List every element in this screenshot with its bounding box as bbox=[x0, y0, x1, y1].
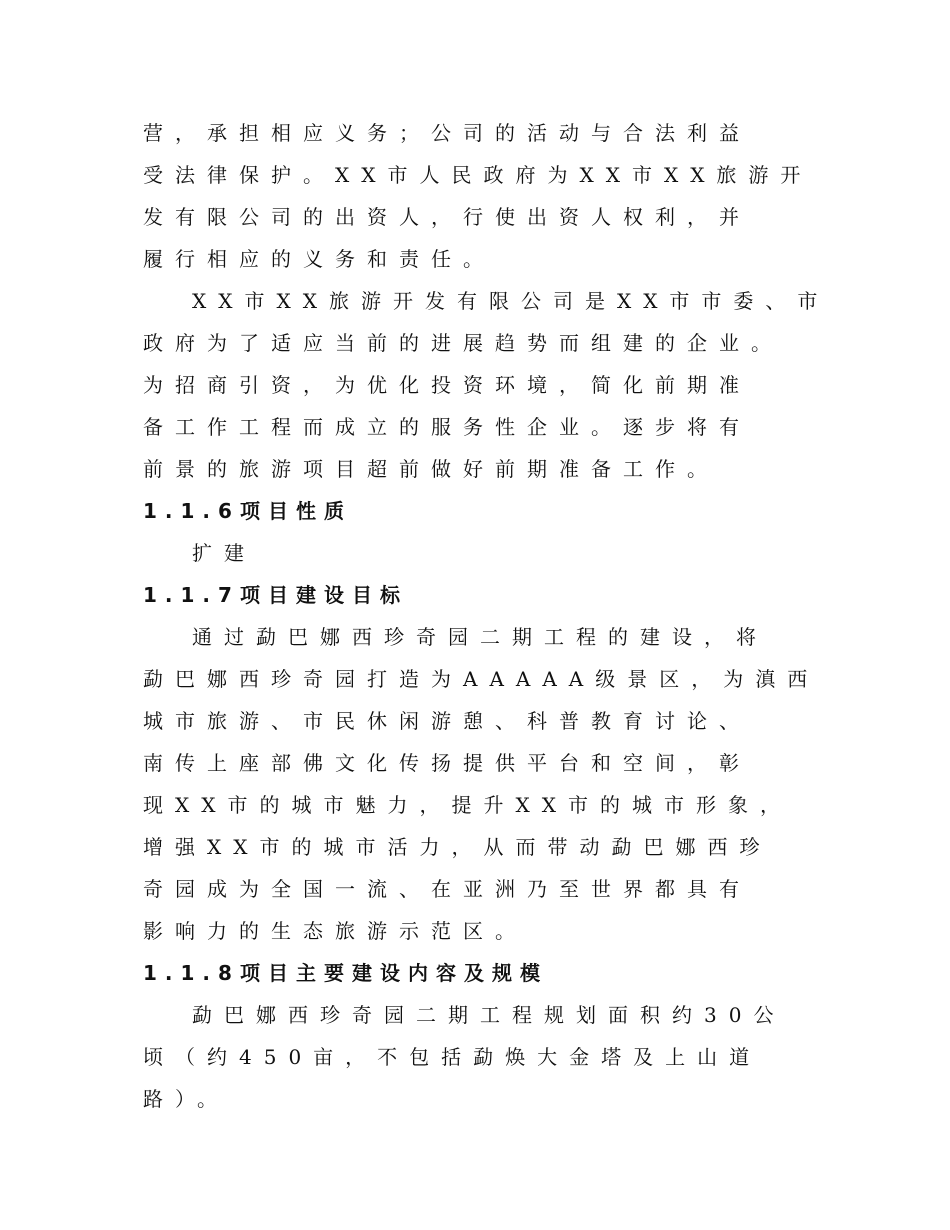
body-text-line: 勐巴娜西珍奇园打造为AAAAA级景区，为滇西 bbox=[143, 667, 820, 691]
body-text-line: 备工作工程而成立的服务性企业。逐步将有 bbox=[143, 415, 751, 439]
body-text-line: 扩建 bbox=[192, 541, 256, 565]
body-text-line: 影响力的生态旅游示范区。 bbox=[143, 919, 527, 943]
body-text-line: 勐巴娜西珍奇园二期工程规划面积约30公 bbox=[192, 1003, 786, 1027]
body-text-line: 发有限公司的出资人，行使出资人权利，并 bbox=[143, 205, 751, 229]
section-heading-1-1-6: 1.1.6项目性质 bbox=[143, 499, 352, 523]
body-text-line: 路）。 bbox=[143, 1087, 229, 1111]
body-text-line: 通过勐巴娜西珍奇园二期工程的建设，将 bbox=[192, 625, 768, 649]
body-text-line: 营，承担相应义务；公司的活动与合法利益 bbox=[143, 121, 751, 145]
body-text-line: 受法律保护。XX市人民政府为XX市XX旅游开 bbox=[143, 163, 813, 187]
body-text-line: XX市XX旅游开发有限公司是XX市市委、市 bbox=[192, 289, 830, 313]
body-text-line: 奇园成为全国一流、在亚洲乃至世界都具有 bbox=[143, 877, 751, 901]
body-text-line: 为招商引资，为优化投资环境，简化前期准 bbox=[143, 373, 751, 397]
section-heading-1-1-8: 1.1.8项目主要建设内容及规模 bbox=[143, 961, 548, 985]
body-text-line: 顷（约450亩，不包括勐焕大金塔及上山道 bbox=[143, 1045, 762, 1069]
section-heading-1-1-7: 1.1.7项目建设目标 bbox=[143, 583, 408, 607]
body-text-line: 履行相应的义务和责任。 bbox=[143, 247, 495, 271]
body-text-line: 城市旅游、市民休闲游憩、科普教育讨论、 bbox=[143, 709, 751, 733]
body-text-line: 南传上座部佛文化传扬提供平台和空间，彰 bbox=[143, 751, 751, 775]
body-text-line: 政府为了适应当前的进展趋势而组建的企业。 bbox=[143, 331, 783, 355]
body-text-line: 现XX市的城市魅力，提升XX市的城市形象， bbox=[143, 793, 792, 817]
body-text-line: 前景的旅游项目超前做好前期准备工作。 bbox=[143, 457, 719, 481]
body-text-line: 增强XX市的城市活力，从而带动勐巴娜西珍 bbox=[143, 835, 772, 859]
